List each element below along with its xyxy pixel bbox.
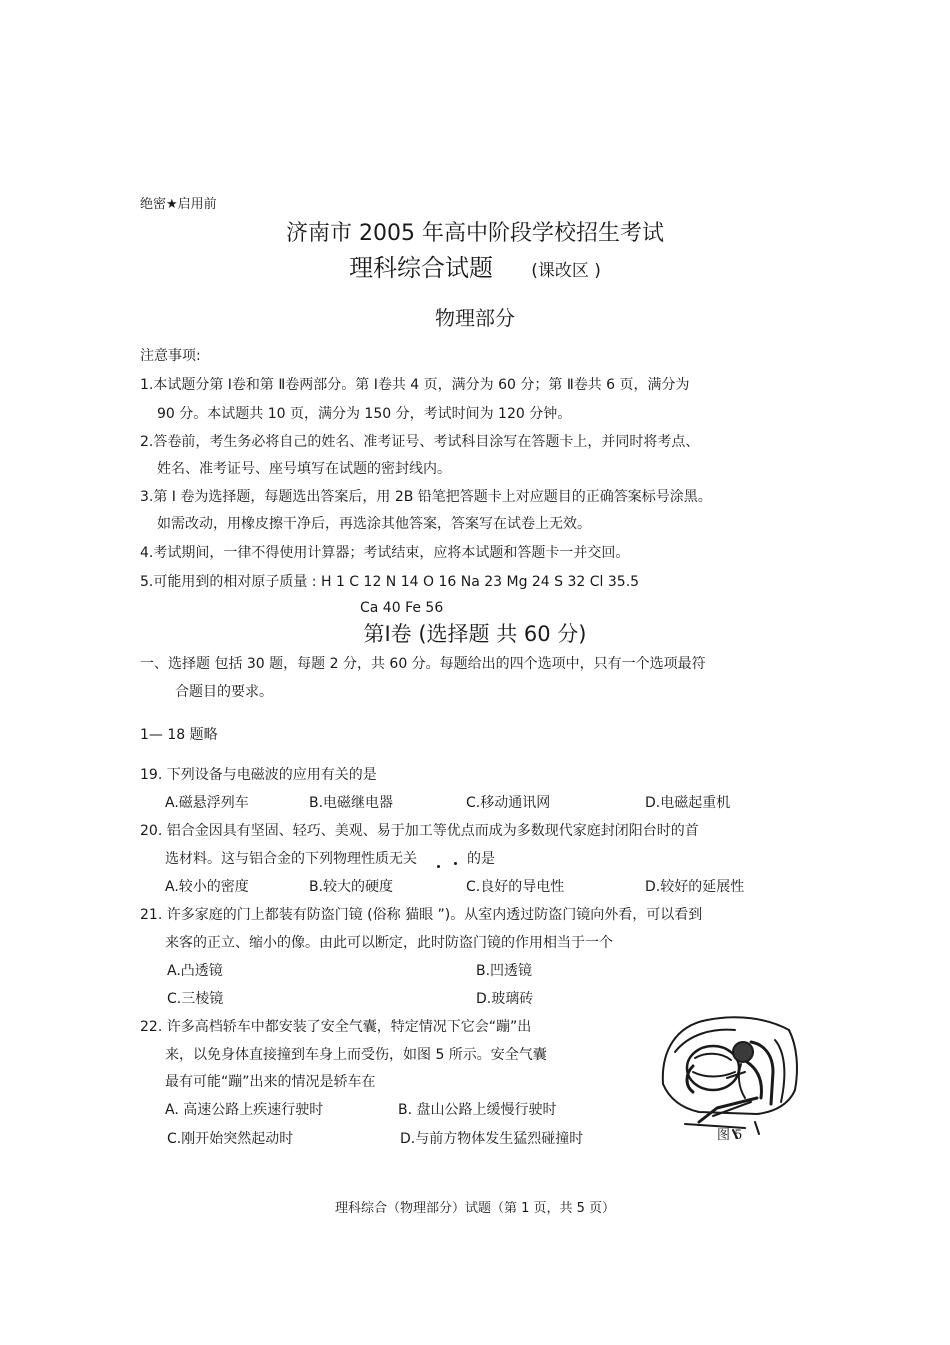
subtitle-suffix: (课改区 ) bbox=[531, 261, 601, 281]
secret-label: 绝密★启用前 bbox=[140, 197, 217, 212]
q21-option-d: D.玻璃砖 bbox=[476, 991, 534, 1007]
note-4: 4.考试期间，一律不得使用计算器；考试结束，应将本试题和答题卡一并交回。 bbox=[140, 545, 630, 561]
exam-subtitle bbox=[0, 248, 950, 283]
notes-heading: 注意事项: bbox=[140, 348, 201, 364]
note-5-line-1: 5.可能用到的相对原子质量 : H 1 C 12 N 14 O 16 Na 23 Mg 24 S 32 Cl 35.5 bbox=[140, 574, 640, 590]
figure-5 bbox=[655, 1012, 803, 1147]
subtitle-main: 理科综合试题 bbox=[349, 254, 494, 282]
q21-option-c: C.三棱镜 bbox=[167, 991, 224, 1007]
q20-option-d: D.较好的延展性 bbox=[645, 879, 745, 895]
q22-stem-line-1: 22. 许多高档轿车中都安装了安全气囊，特定情况下它会“蹦”出 bbox=[140, 1019, 532, 1035]
part1-intro-line-2: 合题目的要求。 bbox=[175, 684, 273, 700]
figure-5-label: 图 5 bbox=[717, 1128, 743, 1143]
q22-stem-line-2: 来，以免身体直接撞到车身上而受伤，如图 5 所示。安全气囊 bbox=[165, 1047, 547, 1063]
page-footer: 理科综合（物理部分）试题（第 1 页，共 5 页） bbox=[334, 1201, 616, 1216]
q22-option-d: D.与前方物体发生猛烈碰撞时 bbox=[400, 1131, 584, 1147]
q22-option-a: A. 高速公路上疾速行驶时 bbox=[165, 1102, 324, 1118]
q20-stem-line-2: 选材料。这与铝合金的下列物理性质无关 bbox=[165, 851, 417, 867]
q22-option-c: C.刚开始突然起动时 bbox=[167, 1131, 294, 1147]
q21-stem-line-1: 21. 许多家庭的门上都装有防盗门镜 (俗称 猫眼 ”)。从室内透过防盗门镜向外看，可以看到 bbox=[140, 907, 703, 923]
q20-option-b: B.较大的硬度 bbox=[309, 879, 394, 895]
note-3-line-2: 如需改动，用橡皮擦干净后，再选涂其他答案，答案写在试卷上无效。 bbox=[157, 516, 591, 532]
q19-option-d: D.电磁起重机 bbox=[645, 795, 731, 811]
q20-option-c: C.良好的导电性 bbox=[466, 879, 565, 895]
q21-stem-line-2: 来客的正立、缩小的像。由此可以断定，此时防盗门镜的作用相当于一个 bbox=[165, 935, 613, 951]
note-2-line-2: 姓名、准考证号、座号填写在试题的密封线内。 bbox=[157, 461, 451, 477]
q19-option-b: B.电磁继电器 bbox=[309, 795, 394, 811]
note-2-line-1: 2.答卷前，考生务必将自己的姓名、准考证号、考试科目涂写在答题卡上，并同时将考点、 bbox=[140, 434, 700, 450]
note-1-line-1: 1.本试题分第 Ⅰ卷和第 Ⅱ卷两部分。第 Ⅰ卷共 4 页，满分为 60 分；第 Ⅱ卷共 6 页，满分为 bbox=[140, 377, 690, 393]
q19-stem: 19. 下列设备与电磁波的应用有关的是 bbox=[140, 767, 377, 783]
note-1-line-2: 90 分。本试题共 10 页，满分为 150 分，考试时间为 120 分钟。 bbox=[157, 406, 572, 422]
note-5-line-2: Ca 40 Fe 56 bbox=[360, 600, 444, 616]
emphasis-dot bbox=[454, 862, 457, 865]
q19-option-c: C.移动通讯网 bbox=[466, 795, 551, 811]
q22-option-b: B. 盘山公路上缓慢行驶时 bbox=[398, 1102, 557, 1118]
section-title: 物理部分 bbox=[435, 306, 515, 330]
part1-intro-line-1: 一、选择题 包括 30 题，每题 2 分，共 60 分。每题给出的四个选项中，只有一个选项最符 bbox=[140, 656, 706, 672]
q19-option-a: A.磁悬浮列车 bbox=[165, 795, 249, 811]
q20-stem-line-1: 20. 铝合金因具有坚固、轻巧、美观、易于加工等优点而成为多数现代家庭封闭阳台时的首 bbox=[140, 823, 699, 839]
part1-heading: 第Ⅰ卷 (选择题 共 60 分) bbox=[363, 622, 587, 646]
note-3-line-1: 3.第 Ⅰ 卷为选择题，每题选出答案后，用 2B 铅笔把答题卡上对应题目的正确答案标号涂黑。 bbox=[140, 489, 712, 505]
q21-option-b: B.凹透镜 bbox=[476, 963, 533, 979]
q20-stem-line-2-end: 的是 bbox=[467, 851, 495, 867]
q22-stem-line-3: 最有可能“蹦”出来的情况是轿车在 bbox=[165, 1074, 376, 1090]
q20-option-a: A.较小的密度 bbox=[165, 879, 249, 895]
emphasis-dot bbox=[437, 865, 440, 868]
exam-title: 济南市 2005 年高中阶段学校招生考试 bbox=[286, 221, 664, 246]
q21-option-a: A.凸透镜 bbox=[167, 963, 223, 979]
skipped-questions: 1— 18 题略 bbox=[140, 727, 218, 743]
